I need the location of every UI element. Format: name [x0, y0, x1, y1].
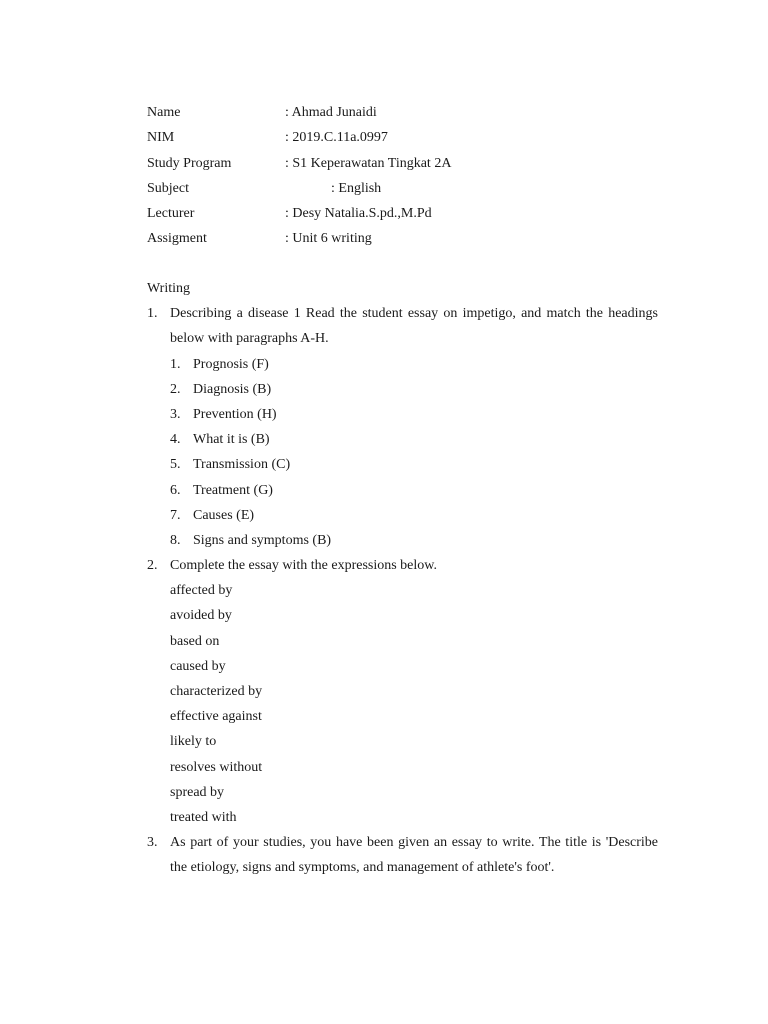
info-row-subject [147, 176, 667, 201]
info-row-nim [147, 125, 667, 150]
list-item-number: 2. [170, 381, 181, 397]
list-item [147, 402, 658, 427]
list-item-text: Prevention (H) [193, 406, 277, 422]
list-item-number: 7. [170, 507, 181, 523]
list-item-text: Transmission (C) [193, 457, 291, 473]
info-value: : English [331, 180, 382, 196]
expression-item: caused by [170, 658, 226, 674]
list-item [147, 377, 658, 402]
expression-item: spread by [170, 784, 225, 800]
list-item-number: 1. [170, 356, 181, 372]
list-item-text: Treatment (G) [193, 482, 273, 498]
expression-item: effective against [170, 709, 262, 725]
expression-item: characterized by [170, 684, 263, 700]
info-value: : Desy Natalia.S.pd.,M.Pd [285, 206, 432, 222]
list-item-number: 3. [170, 406, 181, 422]
expression-item: treated with [170, 809, 237, 825]
info-label: Lecturer [147, 206, 195, 222]
list-item [147, 478, 658, 503]
list-item-number: 5. [170, 457, 181, 473]
info-label: Assigment [147, 231, 207, 247]
info-label: NIM [147, 130, 175, 146]
list-item [147, 427, 658, 452]
section-heading: Writing [147, 281, 190, 296]
expression-item: avoided by [170, 608, 232, 624]
list-item-number: 4. [170, 432, 181, 448]
question-text: As part of your studies, you have been given an essay to write. The title is 'Describe the etiology, signs and symptoms, and management of athlete's foot'. [170, 835, 658, 876]
info-row-name [147, 100, 667, 125]
info-row-assignment [147, 226, 667, 251]
list-item [147, 452, 658, 477]
question-3 [147, 830, 658, 880]
info-value: : Unit 6 writing [285, 231, 372, 247]
expression-item: affected by [170, 583, 233, 599]
writing-section [147, 276, 658, 881]
expression-item: resolves without [170, 759, 263, 775]
expression-item: based on [170, 633, 220, 649]
list-item-text: Prognosis (F) [193, 356, 269, 372]
info-value: : Ahmad Junaidi [285, 105, 377, 120]
list-item-text: Causes (E) [193, 507, 255, 523]
question-text: Complete the essay with the expressions below. [170, 558, 437, 574]
student-info-block [147, 100, 667, 252]
list-item [147, 503, 658, 528]
question-1 [147, 301, 658, 351]
expression-item: likely to [170, 734, 217, 750]
list-item-number: 6. [170, 482, 181, 498]
question-number: 3. [147, 835, 158, 851]
question-number: 2. [147, 558, 158, 574]
info-row-lecturer [147, 201, 667, 226]
question-2 [147, 553, 658, 578]
info-label: Name [147, 105, 181, 120]
list-item [147, 528, 658, 553]
info-value: : S1 Keperawatan Tingkat 2A [285, 155, 452, 171]
info-row-study-program [147, 151, 667, 176]
list-item-text: Diagnosis (B) [193, 381, 272, 397]
info-value: : 2019.C.11a.0997 [285, 130, 388, 146]
list-item-number: 8. [170, 532, 181, 548]
info-label: Subject [147, 180, 189, 196]
info-label: Study Program [147, 155, 232, 171]
list-item-text: Signs and symptoms (B) [193, 532, 332, 548]
list-item-text: What it is (B) [193, 432, 270, 448]
list-item [147, 352, 658, 377]
question-text: Describing a disease 1 Read the student essay on impetigo, and match the headings below with paragraphs A-H. [170, 306, 658, 347]
question-number: 1. [147, 306, 158, 322]
